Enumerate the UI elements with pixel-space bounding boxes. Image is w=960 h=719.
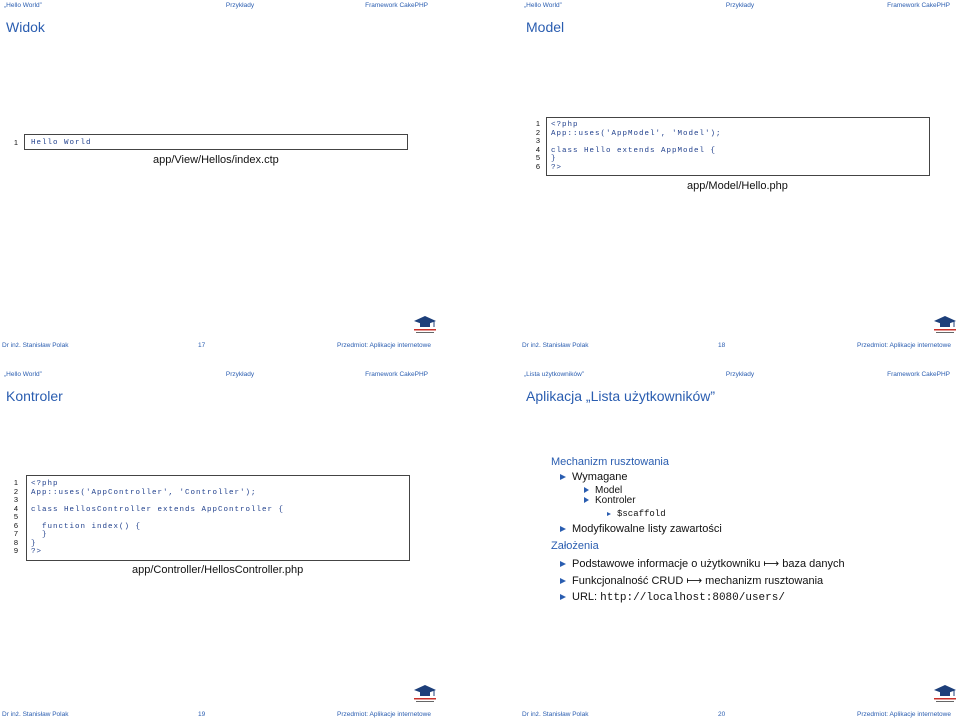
slide-title: Model	[526, 19, 565, 35]
slide-lista-uzytkownikow	[520, 369, 960, 719]
slide-widok	[0, 0, 480, 350]
triangle-bullet-icon	[560, 578, 566, 584]
triangle-bullet-icon	[584, 497, 589, 503]
header-topic: Framework CakePHP	[365, 371, 428, 378]
maps-to-arrow-icon: ⟼	[763, 558, 780, 570]
footer-subject: Przedmiot: Aplikacje internetowe	[857, 341, 951, 349]
code-line: class HellosController extends AppController {	[31, 505, 285, 514]
header-section: „Hello World”	[4, 371, 42, 378]
footer-page: 18	[718, 341, 726, 349]
footer-author: Dr inż. Stanisław Polak	[522, 710, 589, 718]
code-block	[24, 134, 408, 150]
footer-author: Dr inż. Stanisław Polak	[2, 710, 69, 718]
code-line: }	[551, 155, 557, 163]
section-heading-rusztowanie: Mechanizm rusztowania	[551, 456, 669, 468]
header-subsection: Przykłady	[225, 371, 255, 378]
code-block	[546, 117, 930, 176]
header-subsection: Przykłady	[225, 2, 255, 9]
slide-model	[520, 0, 960, 350]
line-numbers: 1 2 3 4 5 6 7 8 9	[13, 478, 18, 555]
list-item-model: Model	[584, 485, 622, 496]
header-subsection: Przykłady	[725, 371, 755, 378]
code-line: }	[31, 539, 37, 548]
code-line: function index() {	[31, 522, 142, 531]
footer-page: 20	[718, 710, 726, 718]
footer-subject: Przedmiot: Aplikacje internetowe	[337, 710, 431, 718]
list-item-wymagane: Wymagane	[560, 471, 628, 483]
code-caption: app/Model/Hello.php	[687, 180, 788, 192]
footer-author: Dr inż. Stanisław Polak	[2, 341, 69, 349]
code-line: App::uses('AppModel', 'Model');	[551, 129, 722, 138]
header-topic: Framework CakePHP	[887, 371, 950, 378]
header-subsection: Przykłady	[725, 2, 755, 9]
triangle-bullet-icon	[607, 512, 611, 516]
code-caption: app/View/Hellos/index.ctp	[153, 154, 279, 166]
slide-footer	[0, 340, 480, 350]
footer-page: 17	[198, 341, 206, 349]
triangle-bullet-icon	[560, 561, 566, 567]
code-line: <?php	[31, 480, 59, 488]
slide-header	[520, 0, 960, 10]
footer-author: Dr inż. Stanisław Polak	[522, 341, 589, 349]
list-item-podstawowe: Podstawowe informacje o użytkowniku ⟼ baza danych	[560, 557, 845, 570]
code-line: Hello World	[31, 139, 92, 147]
url-link[interactable]: http://localhost:8080/users/	[600, 592, 785, 604]
code-line: ?>	[31, 548, 43, 556]
university-logo-icon	[932, 684, 958, 704]
slide-footer	[520, 709, 960, 719]
header-section: „Hello World”	[4, 2, 42, 9]
code-line	[31, 514, 409, 523]
code-line	[551, 138, 929, 147]
university-logo-icon	[932, 315, 958, 335]
code-line: }	[31, 531, 48, 539]
university-logo-icon	[412, 315, 438, 335]
slide-title: Aplikacja „Lista użytkowników”	[526, 388, 716, 404]
list-item-kontroler: Kontroler	[584, 495, 636, 506]
code-line: class Hello extends AppModel {	[551, 146, 717, 155]
slide-header	[520, 369, 960, 379]
header-topic: Framework CakePHP	[365, 2, 428, 9]
triangle-bullet-icon	[584, 487, 589, 493]
code-line: <?php	[551, 121, 579, 129]
header-section: „Hello World”	[524, 2, 562, 9]
triangle-bullet-icon	[560, 526, 566, 532]
footer-page: 19	[198, 710, 206, 718]
code-line	[31, 497, 409, 506]
slide-header	[0, 369, 480, 379]
slide-title: Widok	[6, 19, 45, 35]
line-numbers: 1 2 3 4 5 6	[535, 119, 540, 171]
slide-kontroler	[0, 369, 480, 719]
university-logo-icon	[412, 684, 438, 704]
header-section: „Lista użytkowników”	[524, 371, 584, 378]
maps-to-arrow-icon: ⟼	[686, 575, 703, 587]
code-caption: app/Controller/HellosController.php	[132, 564, 304, 576]
list-item-url: URL: http://localhost:8080/users/	[560, 591, 785, 604]
header-topic: Framework CakePHP	[887, 2, 950, 9]
list-item-scaffold: $scaffold	[607, 508, 666, 519]
triangle-bullet-icon	[560, 474, 566, 480]
section-heading-zalozenia: Założenia	[551, 540, 599, 552]
footer-subject: Przedmiot: Aplikacje internetowe	[857, 710, 951, 718]
line-numbers: 1	[13, 138, 18, 147]
code-line: App::uses('AppController', 'Controller');	[31, 488, 257, 497]
triangle-bullet-icon	[560, 594, 566, 600]
slide-title: Kontroler	[6, 388, 63, 404]
list-item-listy: Modyfikowalne listy zawartości	[560, 523, 722, 535]
code-block	[26, 475, 410, 561]
footer-subject: Przedmiot: Aplikacje internetowe	[337, 341, 431, 349]
list-item-crud: Funkcjonalność CRUD ⟼ mechanizm rusztowania	[560, 574, 823, 587]
slide-header	[0, 0, 480, 10]
slide-footer	[520, 340, 960, 350]
code-line: ?>	[551, 163, 563, 172]
slide-footer	[0, 709, 480, 719]
